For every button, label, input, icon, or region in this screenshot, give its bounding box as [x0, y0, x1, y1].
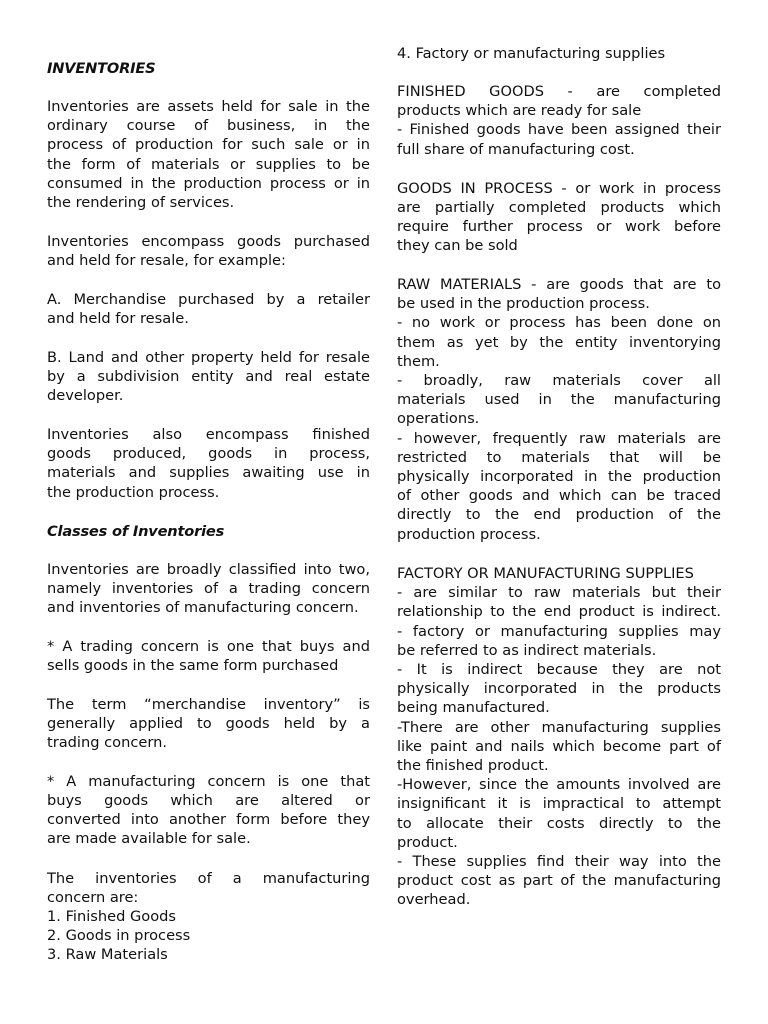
- raw-materials-line: - no work or process has been done on: [397, 314, 721, 332]
- raw-materials-line: RAW MATERIALS - are goods that are to: [397, 276, 721, 293]
- paragraph-line: Inventories also encompass finished: [47, 426, 370, 443]
- paragraph-line: the production process.: [47, 483, 220, 501]
- factory-supplies-line: like paint and nails which become part of: [397, 737, 721, 755]
- paragraph-line: Inventories are broadly classified into two,: [47, 560, 370, 578]
- raw-materials-line: directly to the end production of the: [397, 506, 721, 524]
- paragraph-line: * A manufacturing concern is one that: [47, 772, 370, 790]
- factory-supplies-line: -There are other manufacturing supplies: [397, 718, 721, 736]
- paragraph-line: and held for resale, for example:: [47, 252, 286, 270]
- factory-supplies-line: - factory or manufacturing supplies may: [397, 622, 721, 640]
- raw-materials-line: of other goods and which can be traced: [397, 487, 721, 505]
- list-item-line: developer.: [47, 387, 124, 405]
- paragraph-line: ordinary course of business, in the: [47, 117, 370, 135]
- finished-goods-line: - Finished goods have been assigned their: [397, 121, 721, 139]
- finished-goods-line: full share of manufacturing cost.: [397, 140, 635, 158]
- finished-goods-line: products which are ready for sale: [397, 102, 642, 120]
- paragraph-line: process of production for such sale or in: [47, 136, 370, 154]
- list-item: 4. Factory or manufacturing supplies: [397, 44, 666, 62]
- factory-supplies-line: product cost as part of the manufacturing: [397, 872, 721, 890]
- finished-goods-line: FINISHED GOODS - are completed: [397, 83, 721, 100]
- raw-materials-line: them as yet by the entity inventorying: [397, 333, 721, 351]
- factory-supplies-line: insignificant it is impractical to attempt: [397, 795, 721, 813]
- paragraph-line: consumed in the production process or in: [47, 174, 370, 192]
- factory-supplies-line: be referred to as indirect materials.: [397, 641, 657, 659]
- list-item: 3. Raw Materials: [47, 946, 168, 964]
- factory-supplies-line: FACTORY OR MANUFACTURING SUPPLIES: [397, 565, 694, 582]
- factory-supplies-line: being manufactured.: [397, 699, 550, 717]
- factory-supplies-line: - These supplies find their way into the: [397, 853, 721, 870]
- paragraph-line: are made available for sale.: [47, 830, 251, 848]
- list-item-line: by a subdivision entity and real estate: [47, 368, 370, 386]
- paragraph-line: The inventories of a manufacturing: [47, 869, 370, 887]
- raw-materials-line: production process.: [397, 525, 541, 543]
- raw-materials-line: - however, frequently raw materials are: [397, 429, 721, 447]
- factory-supplies-line: - It is indirect because they are not: [397, 661, 721, 678]
- paragraph-line: concern are:: [47, 888, 139, 906]
- raw-materials-line: materials used in the manufacturing: [397, 391, 721, 409]
- factory-supplies-line: physically incorporated in the products: [397, 680, 721, 698]
- paragraph-line: the rendering of services.: [47, 194, 235, 211]
- raw-materials-line: restricted to materials that will be: [397, 448, 721, 466]
- goods-in-process-line: they can be sold: [397, 237, 518, 255]
- raw-materials-line: physically incorporated in the production: [397, 468, 721, 485]
- factory-supplies-line: the finished product.: [397, 757, 549, 774]
- paragraph-line: generally applied to goods held by a: [47, 714, 370, 732]
- goods-in-process-line: GOODS IN PROCESS - or work in process: [397, 179, 721, 197]
- paragraph-line: goods produced, goods in process,: [47, 445, 370, 463]
- paragraph-line: namely inventories of a trading concern: [47, 579, 370, 597]
- paragraph-line: converted into another form before they: [47, 810, 370, 828]
- raw-materials-line: operations.: [397, 410, 480, 428]
- paragraph-line: * A trading concern is one that buys and: [47, 637, 370, 655]
- goods-in-process-line: require further process or work before: [397, 217, 721, 235]
- raw-materials-line: them.: [397, 352, 440, 370]
- factory-supplies-line: to allocate their costs directly to the: [397, 814, 721, 832]
- heading-inventories: INVENTORIES: [47, 60, 156, 77]
- paragraph-line: The term “merchandise inventory” is: [47, 695, 370, 713]
- list-item-line: and held for resale.: [47, 310, 189, 328]
- paragraph-line: the form of materials or supplies to be: [47, 155, 370, 173]
- factory-supplies-line: product.: [397, 833, 458, 851]
- list-item: 1. Finished Goods: [47, 907, 177, 925]
- raw-materials-line: - broadly, raw materials cover all: [397, 372, 721, 389]
- list-item: 2. Goods in process: [47, 927, 191, 945]
- goods-in-process-line: are partially completed products which: [397, 198, 721, 216]
- paragraph-line: buys goods which are altered or: [47, 791, 370, 809]
- paragraph-line: and inventories of manufacturing concern.: [47, 598, 359, 616]
- heading-classes-of-inventories: Classes of Inventories: [47, 522, 225, 540]
- raw-materials-line: be used in the production process.: [397, 295, 650, 313]
- paragraph-line: Inventories are assets held for sale in the: [47, 98, 370, 115]
- factory-supplies-line: - are similar to raw materials but their: [397, 584, 721, 602]
- paragraph-line: sells goods in the same form purchased: [47, 656, 339, 674]
- list-item-line: A. Merchandise purchased by a retailer: [47, 291, 370, 308]
- factory-supplies-line: relationship to the end product is indirect.: [397, 603, 721, 621]
- list-item-line: B. Land and other property held for resale: [47, 349, 370, 366]
- factory-supplies-line: overhead.: [397, 891, 471, 909]
- paragraph-line: trading concern.: [47, 733, 167, 751]
- paragraph-line: materials and supplies awaiting use in: [47, 464, 370, 482]
- paragraph-line: Inventories encompass goods purchased: [47, 233, 370, 250]
- factory-supplies-line: -However, since the amounts involved are: [397, 776, 721, 794]
